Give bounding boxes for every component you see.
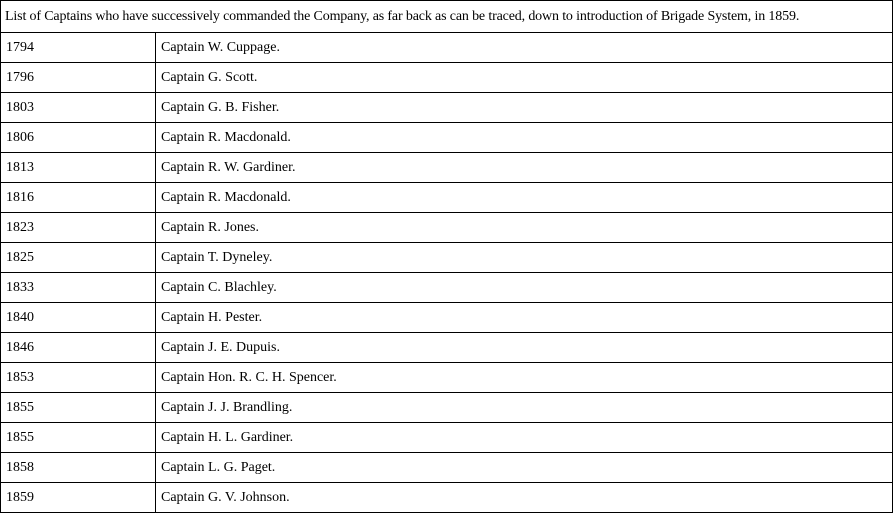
table-row: [1, 243, 893, 273]
year-cell: 1803: [1, 93, 156, 123]
captains-table-body: [1, 1, 893, 513]
table-row: [1, 63, 893, 93]
table-caption-row: [1, 1, 893, 33]
year-cell: 1806: [1, 123, 156, 153]
captain-name-cell: Captain G. B. Fisher.: [156, 93, 893, 123]
captain-name-cell: Captain H. L. Gardiner.: [156, 423, 893, 453]
year-cell: 1840: [1, 303, 156, 333]
table-row: [1, 303, 893, 333]
captain-name-cell: Captain C. Blachley.: [156, 273, 893, 303]
year-cell: 1825: [1, 243, 156, 273]
year-cell: 1813: [1, 153, 156, 183]
captain-name-cell: Captain G. Scott.: [156, 63, 893, 93]
table-row: [1, 123, 893, 153]
captain-name-cell: Captain R. Jones.: [156, 213, 893, 243]
table-row: [1, 93, 893, 123]
table-row: [1, 453, 893, 483]
captain-name-cell: Captain J. J. Brandling.: [156, 393, 893, 423]
captain-name-cell: Captain Hon. R. C. H. Spencer.: [156, 363, 893, 393]
table-row: [1, 273, 893, 303]
captain-name-cell: Captain G. V. Johnson.: [156, 483, 893, 513]
captain-name-cell: Captain H. Pester.: [156, 303, 893, 333]
year-cell: 1794: [1, 33, 156, 63]
table-row: [1, 393, 893, 423]
table-row: [1, 213, 893, 243]
table-row: [1, 423, 893, 453]
year-cell: 1846: [1, 333, 156, 363]
year-cell: 1823: [1, 213, 156, 243]
year-cell: 1833: [1, 273, 156, 303]
year-cell: 1853: [1, 363, 156, 393]
captain-name-cell: Captain R. W. Gardiner.: [156, 153, 893, 183]
year-cell: 1858: [1, 453, 156, 483]
table-row: [1, 333, 893, 363]
table-caption: List of Captains who have successively commanded the Company, as far back as can be traced, down to introduction of Brigade System, in 1859.: [1, 1, 893, 33]
year-cell: 1796: [1, 63, 156, 93]
year-cell: 1855: [1, 423, 156, 453]
captain-name-cell: Captain L. G. Paget.: [156, 453, 893, 483]
captain-name-cell: Captain T. Dyneley.: [156, 243, 893, 273]
year-cell: 1859: [1, 483, 156, 513]
captain-name-cell: Captain R. Macdonald.: [156, 123, 893, 153]
table-row: [1, 33, 893, 63]
year-cell: 1855: [1, 393, 156, 423]
table-row: [1, 153, 893, 183]
year-cell: 1816: [1, 183, 156, 213]
captain-name-cell: Captain W. Cuppage.: [156, 33, 893, 63]
captain-name-cell: Captain J. E. Dupuis.: [156, 333, 893, 363]
captain-name-cell: Captain R. Macdonald.: [156, 183, 893, 213]
table-row: [1, 483, 893, 513]
table-row: [1, 183, 893, 213]
table-row: [1, 363, 893, 393]
